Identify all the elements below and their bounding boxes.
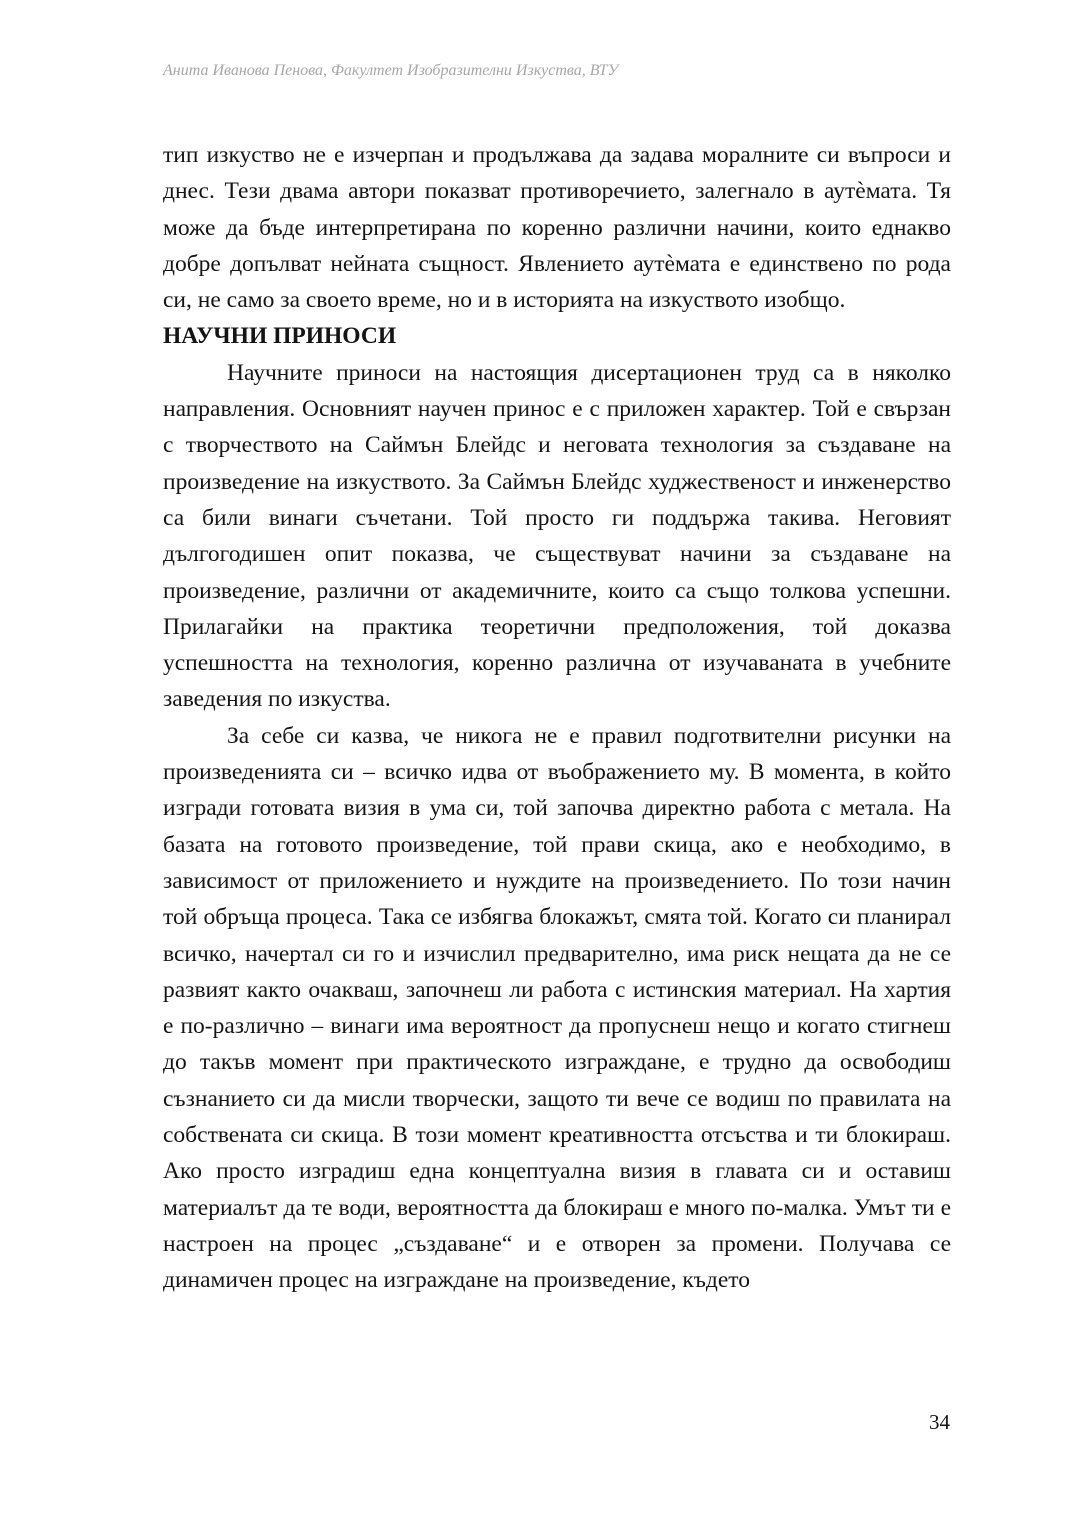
paragraph: За себе си казва, че никога не е правил подготвителни рисунки на произведенията си – всичко идва от въображението му. В момента, в който изгради готовата визия в ума си, той започва директно работа с метала. На базата на готовото произведение, той прави скица, ако е необходимо, в зависимост от приложението и нуждите на произведението. По този начин той обръща процеса. Така се избягва блокажът, смята той. Когато си планирал всичко, начертал си го и изчислил предварително, има риск нещата да не се развият както очакваш, започнеш ли работа с истинския материал. На хартия е по-различно – винаги има вероятност да пропуснеш нещо и когато стигнеш до такъв момент при практическото изграждане, е трудно да освободиш съзнанието си да мисли творчески, защото ти вече се водиш по правилата на собствената си скица. В този момент креативността отсъства и ти блокираш. Ако просто изградиш една концептуална визия в главата си и оставиш материалът да те води, вероятността да блокираш е много по-малка. Умът ти е настроен на процес „създаване“ и е отворен за промени. Получава се динамичен процес на изграждане на произведение, където <box>163 722 951 1294</box>
section-heading: НАУЧНИ ПРИНОСИ <box>163 323 397 350</box>
paragraph-continued: тип изкуство не е изчерпан и продължава да задава моралните си въпроси и днес. Тези двама автори показват противоречието, залегнало в аутѐмата. Тя може да бъде интерпретирана по коренно различни начини, които еднакво добре допълват нейната същност. Явлението аутѐмата е единствено по рода си, не само за своето време, но и в историята на изкуството изобщо. <box>163 142 951 314</box>
running-header: Анита Иванова Пенова, Факултет Изобразителни Изкуства, ВТУ <box>163 62 619 79</box>
body-text <box>163 137 951 1299</box>
paragraph: Научните приноси на настоящия дисертационен труд са в няколко направления. Основният научен принос е с приложен характер. Той е свързан с творчеството на Саймън Блейдс и неговата технология за създаване на произведение на изкуството. За Саймън Блейдс худжественост и инженерство са били винаги съчетани. Той просто ги поддържа такива. Неговият дългогодишен опит показва, че съществуват начини за създаване на произведение, различни от академичните, които са също толкова успешни. Прилагайки на практика теоретични предположения, той доказва успешността на технология, коренно различна от изучаваната в учебните заведения по изкуства. <box>163 359 951 713</box>
page-number: 34 <box>929 1410 950 1434</box>
